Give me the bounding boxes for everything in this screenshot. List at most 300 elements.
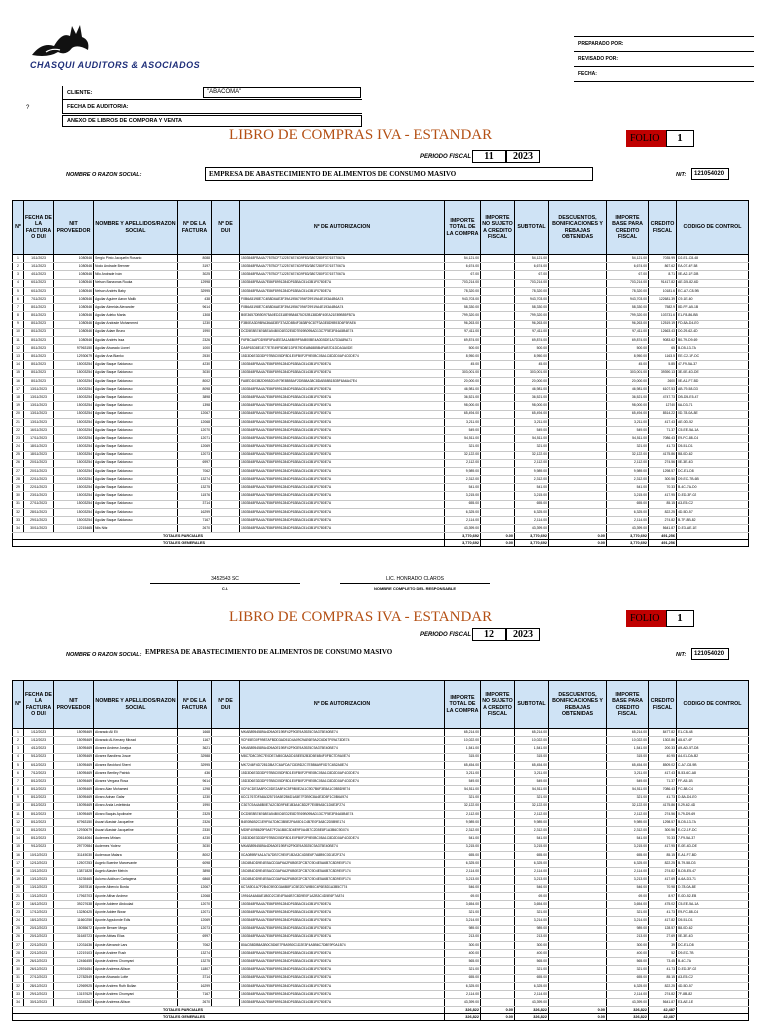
table-row: [13, 312, 749, 320]
authorization-number-cell: DCD5E8B74E68EA54B0C6ED2E8D7E69B095AD13C7F5E3F84A5B4E74: [240, 810, 445, 818]
table-row: [13, 827, 749, 835]
supplier-name-cell: Aguilar Aguirre Aaron Malik: [94, 295, 178, 303]
supplier-nit-cell: 15003254: [54, 410, 94, 418]
row-number-cell: 16: [13, 377, 24, 385]
supplier-nit-cell: 15003254: [54, 484, 94, 492]
authorization-number-cell: 1503548FBA4A7E86F8991284DF63BAC5143B1F0780E7A: [240, 459, 445, 467]
control-code-cell: E-0D-52-EB: [677, 892, 749, 900]
control-code-cell: C9-1E-60: [677, 295, 749, 303]
invoice-date-cell: 27/11/2023: [24, 500, 54, 508]
total-amount-cell: 3,211.00: [445, 769, 481, 777]
discounts-cell: [549, 426, 607, 434]
supplier-name-cell: Aposte Andree Rush: [94, 950, 178, 958]
tax-credit-cell: 2600: [649, 377, 677, 385]
tax-base-cell: 3,211.00: [607, 769, 649, 777]
supplier-name-cell: Aguilar Baque Saldaruso: [94, 418, 178, 426]
supplier-name-cell: Aponte Abbas Elias: [94, 933, 178, 941]
dui-number-cell: [212, 876, 240, 884]
control-code-cell: C-A7-C8-9B: [677, 761, 749, 769]
dui-number-cell: [212, 492, 240, 500]
discounts-cell: [549, 295, 607, 303]
non-taxable-amount-cell: [481, 476, 515, 484]
tax-base-cell: 300.00: [607, 941, 649, 949]
total-a-cell: 326,822: [445, 1007, 481, 1014]
invoice-number-cell: 2670: [178, 525, 212, 533]
supplier-nit-cell: 15003254: [54, 467, 94, 475]
subtotal-cell: 2,312.00: [515, 827, 549, 835]
invoice-number-cell: 8098: [178, 386, 212, 394]
tax-base-cell: 78,320.00: [607, 287, 649, 295]
subtotal-cell: 799,320.00: [515, 312, 549, 320]
table-row: [13, 402, 749, 410]
invoice-date-cell: 8/11/2023: [24, 345, 54, 353]
supplier-nit-cell: 12591654: [54, 966, 94, 974]
tax-base-cell: 3,211.00: [607, 418, 649, 426]
authorization-number-cell: 80ACB8DB8A3B0C5D6E7F8A9B0C1D2E3F4A5B6C7D8E9F0A1B74: [240, 941, 445, 949]
subtotal-cell: 58,330.00: [515, 304, 549, 312]
total-amount-cell: 546.00: [445, 884, 481, 892]
supplier-nit-cell: 12782549: [54, 974, 94, 982]
dui-number-cell: [212, 263, 240, 271]
supplier-name-cell: Sergio Pinto Jacquelin Rosario: [94, 255, 178, 263]
invoice-number-cell: 4230: [178, 361, 212, 369]
supplier-nit-cell: 12507253: [54, 860, 94, 868]
invoice-number-cell: 1308: [178, 312, 212, 320]
total-amount-cell: 2,312.00: [445, 827, 481, 835]
column-header-subtotal: SUBTOTAL: [515, 201, 549, 255]
totals-row: [13, 533, 749, 540]
total-amount-cell: 549.00: [445, 778, 481, 786]
invoice-number-cell: 3714: [178, 974, 212, 982]
supplier-nit-cell: 15003254: [54, 386, 94, 394]
dui-number-cell: [212, 500, 240, 508]
tax-base-cell: 36,521.00: [607, 394, 649, 402]
discounts-cell: [549, 435, 607, 443]
supplier-nit-cell: 15095469: [54, 794, 94, 802]
dui-number-cell: [212, 941, 240, 949]
non-taxable-amount-cell: [481, 295, 515, 303]
tax-credit-cell: 65: [649, 345, 677, 353]
dui-number-cell: [212, 868, 240, 876]
tax-credit-cell: 12663.43: [649, 328, 677, 336]
dui-number-cell: [212, 377, 240, 385]
tax-credit-cell: 417.95: [649, 492, 677, 500]
supplier-nit-cell: 1080546: [54, 287, 94, 295]
invoice-date-cell: 22/11/2023: [24, 484, 54, 492]
tax-base-cell: 321.00: [607, 443, 649, 451]
invoice-date-cell: 13/11/2023: [24, 410, 54, 418]
row-number-cell: 25: [13, 925, 24, 933]
control-code-cell: B0-79-D9-69: [677, 336, 749, 344]
table-row: [13, 778, 749, 786]
total-a-cell: 3,770,692: [445, 540, 481, 547]
tax-base-cell: 703,214.00: [607, 279, 649, 287]
subtotal-cell: 8,950.00: [515, 353, 549, 361]
non-taxable-amount-cell: [481, 312, 515, 320]
non-taxable-amount-cell: [481, 843, 515, 851]
supplier-nit-cell: 11660256: [54, 917, 94, 925]
invoice-number-cell: 8002: [178, 851, 212, 859]
row-number-cell: 7: [13, 778, 24, 786]
invoice-number-cell: 6098: [178, 860, 212, 868]
total-amount-cell: 9,989.00: [445, 819, 481, 827]
folio-label: FOLIO: [626, 610, 666, 627]
total-amount-cell: 6,325.00: [445, 508, 481, 516]
invoice-date-cell: 17/12/2023: [24, 909, 54, 917]
authorization-number-cell: F6FBCAAFDD95F5FA4EE3A1A8B09F9AB00BE4A0D5DE1A7D3A89A71: [240, 336, 445, 344]
non-taxable-amount-cell: [481, 909, 515, 917]
tax-credit-cell: 70.33: [649, 835, 677, 843]
tax-credit-cell: 12740: [649, 402, 677, 410]
invoice-date-cell: 7/12/2023: [24, 769, 54, 777]
invoice-number-cell: 12070: [178, 900, 212, 908]
supplier-nit-cell: 12466455: [54, 958, 94, 966]
row-number-cell: 30: [13, 966, 24, 974]
control-code-cell: 0-29-62-4D: [677, 802, 749, 810]
row-number-cell: 21: [13, 418, 24, 426]
signature-name-label: NOMBRE COMPLETO DEL RESPONSABLE: [340, 583, 490, 591]
invoice-date-cell: 27/12/2023: [24, 974, 54, 982]
discounts-cell: [549, 802, 607, 810]
subtotal-cell: 9,989.00: [515, 467, 549, 475]
tax-base-cell: 8,950.00: [607, 353, 649, 361]
column-header-control-code: CODIGO DE CONTROL: [677, 201, 749, 255]
non-taxable-amount-cell: [481, 860, 515, 868]
subtotal-cell: 303,001.00: [515, 369, 549, 377]
subtotal-cell: 3,215.00: [515, 843, 549, 851]
preparation-box: [574, 36, 754, 82]
discounts-cell: [549, 958, 607, 966]
tax-base-cell: 2,112.00: [607, 459, 649, 467]
subtotal-cell: 54,511.00: [515, 435, 549, 443]
tax-credit-cell: 4747.73: [649, 394, 677, 402]
discounts-cell: [549, 255, 607, 263]
control-code-cell: 4D-5D-57: [677, 982, 749, 990]
invoice-number-cell: 3714: [178, 500, 212, 508]
invoice-date-cell: 28/12/2023: [24, 982, 54, 990]
supplier-name-cell: Nils Nitz: [94, 525, 178, 533]
row-number-cell: 10: [13, 328, 24, 336]
invoice-number-cell: 7167: [178, 517, 212, 525]
invoice-number-cell: 2325: [178, 810, 212, 818]
subtotal-cell: 67.00: [515, 271, 549, 279]
invoice-date-cell: 8/12/2023: [24, 827, 54, 835]
folio-label: FOLIO: [626, 130, 666, 147]
total-label-cell: TOTALES GENERALES: [13, 1014, 445, 1021]
supplier-name-cell: Nelson Banzonas Ruuka: [94, 279, 178, 287]
table-row: [13, 999, 749, 1007]
dui-number-cell: [212, 827, 240, 835]
total-amount-cell: 549.00: [445, 426, 481, 434]
table-row: [13, 933, 749, 941]
row-number-cell: 23: [13, 435, 24, 443]
discounts-cell: [549, 320, 607, 328]
authorization-number-cell: F0B6A5198E7C4B8D6AE3F39A19567094F29919A4E193A4B6A74: [240, 304, 445, 312]
authorization-number-cell: 1503548FBA4A7E86F8991284DF63BAC5143B1F0780E7A: [240, 958, 445, 966]
supplier-nit-cell: 12930679: [54, 353, 94, 361]
table-row: [13, 810, 749, 818]
invoice-date-cell: 18/11/2023: [24, 443, 54, 451]
discounts-cell: [549, 525, 607, 533]
control-code-cell: FD-8A-D4-E0: [677, 320, 749, 328]
supplier-name-cell: Ascari Alastair Jacqueline: [94, 827, 178, 835]
tax-credit-cell: 71.37: [649, 778, 677, 786]
control-code-cell: 6A-D3-71: [677, 402, 749, 410]
supplier-nit-cell: 15003254: [54, 377, 94, 385]
discounts-cell: [549, 451, 607, 459]
total-label-cell: TOTALES PARCIALES: [13, 533, 445, 540]
date-label: FECHA:: [574, 67, 754, 82]
dui-number-cell: [212, 892, 240, 900]
authorization-number-cell: 1503548FBA4A7E86F8991284DF63BAC5143B1F0780E7A: [240, 426, 445, 434]
non-taxable-amount-cell: [481, 369, 515, 377]
total-amount-cell: 655.00: [445, 851, 481, 859]
dui-number-cell: [212, 287, 240, 295]
total-amount-cell: 45.00: [445, 361, 481, 369]
invoice-date-cell: 18/12/2023: [24, 917, 54, 925]
row-number-cell: 2: [13, 263, 24, 271]
supplier-nit-cell: 1080546: [54, 328, 94, 336]
tax-credit-cell: 5641.87: [649, 999, 677, 1007]
subtotal-cell: 400.00: [515, 950, 549, 958]
total-empty-cell: [677, 1014, 749, 1021]
non-taxable-amount-cell: [481, 377, 515, 385]
client-row: [62, 86, 362, 100]
invoice-date-cell: 8/11/2023: [24, 320, 54, 328]
authorization-number-cell: 1503548FBA4A7757BCF7122574E74D9F83/3807280F37/1577067A: [240, 255, 445, 263]
authorization-number-cell: 1503548FBA4A7E86F8991284DF63BAC5143B1F0780E7A: [240, 917, 445, 925]
tax-credit-cell: 8509.02: [649, 761, 677, 769]
supplier-nit-cell: 15003254: [54, 451, 94, 459]
dui-number-cell: [212, 917, 240, 925]
table-row: [13, 900, 749, 908]
invoice-date-cell: 8/11/2023: [24, 361, 54, 369]
total-amount-cell: 2,114.00: [445, 991, 481, 999]
tax-credit-cell: 128.57: [649, 925, 677, 933]
discounts-cell: [549, 353, 607, 361]
dui-number-cell: [212, 279, 240, 287]
supplier-name-cell: Aponte Appulonde Edis: [94, 917, 178, 925]
control-code-cell: D-ED-3F-02: [677, 492, 749, 500]
non-taxable-amount-cell: [481, 345, 515, 353]
total-amount-cell: 67.00: [445, 271, 481, 279]
total-amount-cell: 2,112.00: [445, 810, 481, 818]
tax-base-cell: 549.00: [607, 426, 649, 434]
chasqui-runner-logo-icon: [28, 22, 98, 58]
tax-base-cell: 541.00: [607, 484, 649, 492]
subtotal-cell: 45.00: [515, 361, 549, 369]
invoice-date-cell: 29/12/2023: [24, 991, 54, 999]
discounts-cell: [549, 467, 607, 475]
total-amount-cell: 321.00: [445, 794, 481, 802]
total-amount-cell: 69,874.00: [445, 336, 481, 344]
control-code-cell: AB-79-58-D3: [677, 386, 749, 394]
invoice-number-cell: 7167: [178, 991, 212, 999]
total-a-cell: 3,770,692: [445, 533, 481, 540]
subtotal-cell: 549.00: [515, 778, 549, 786]
invoice-date-cell: 13/12/2023: [24, 876, 54, 884]
total-amount-cell: 46,981.00: [445, 386, 481, 394]
control-code-cell: DC-E1-D8: [677, 941, 749, 949]
total-amount-cell: 54,511.00: [445, 435, 481, 443]
row-number-cell: 6: [13, 295, 24, 303]
discounts-cell: [549, 761, 607, 769]
discounts-cell: [549, 418, 607, 426]
total-c-cell: 326,822: [515, 1014, 549, 1021]
invoice-date-cell: 8/11/2023: [24, 336, 54, 344]
supplier-nit-cell: 17963703: [54, 892, 94, 900]
non-taxable-amount-cell: [481, 933, 515, 941]
invoice-date-cell: 13/12/2023: [24, 892, 54, 900]
period-year: 2023: [506, 628, 540, 641]
row-number-cell: 15: [13, 843, 24, 851]
non-taxable-amount-cell: [481, 917, 515, 925]
authorization-number-cell: 1503548FBA4A7E86F8991284DF63BAC5143B1F0780E7A: [240, 476, 445, 484]
control-code-cell: B-53-6C-A8: [677, 769, 749, 777]
authorization-number-cell: 1503548FBA4A7E86F8991284DF63BAC5143B1F0780E7A: [240, 279, 445, 287]
invoice-date-cell: 1/12/2023: [24, 729, 54, 737]
tax-credit-cell: 7086.43: [649, 786, 677, 794]
discounts-cell: [549, 729, 607, 737]
discounts-cell: [549, 917, 607, 925]
authorization-number-cell: 15D3D6E3D3DF97BBC05DF8D1E0FB0F2F9E0BC05A1C8D2D0AF4C0DE74: [240, 353, 445, 361]
column-header-row-number: Nº: [13, 201, 24, 255]
control-code-cell: D5-51-D1: [677, 443, 749, 451]
company-name-value: EMPRESA DE ABASTECIMIENTO DE ALIMENTOS DE CONSUMO MASIVO: [145, 648, 393, 656]
supplier-name-cell: Aposte Andrews Allison: [94, 999, 178, 1007]
control-code-cell: D-ED-3F-02: [677, 966, 749, 974]
totals-row: [13, 1007, 749, 1014]
supplier-nit-cell: 20614064: [54, 835, 94, 843]
total-d-cell: 0.00: [549, 1014, 607, 1021]
non-taxable-amount-cell: [481, 802, 515, 810]
table-row: [13, 876, 749, 884]
invoice-number-cell: 1167: [178, 737, 212, 745]
signature-ci-label: C.I.: [150, 583, 300, 591]
discounts-cell: [549, 410, 607, 418]
invoice-number-cell: 3197: [178, 263, 212, 271]
table-row: [13, 443, 749, 451]
discounts-cell: [549, 966, 607, 974]
tax-credit-cell: 7086.43: [649, 435, 677, 443]
supplier-name-cell: Aposte Andrew Chomyani: [94, 958, 178, 966]
row-number-cell: 17: [13, 860, 24, 868]
supplier-nit-cell: 15003254: [54, 361, 94, 369]
discounts-cell: [549, 336, 607, 344]
total-amount-cell: 6,325.00: [445, 982, 481, 990]
period-month: 11: [472, 150, 506, 163]
signature-name-value: LIC. HONRADO CLAROS: [385, 576, 445, 582]
total-empty-cell: [677, 533, 749, 540]
non-taxable-amount-cell: [481, 484, 515, 492]
total-amount-cell: 98,000.00: [445, 402, 481, 410]
column-header-supplier-name: NOMBRE Y APELLIDOS/RAZON SOCIAL: [94, 681, 178, 729]
client-area: [62, 86, 362, 114]
control-code-cell: EE-C2-1F-DC: [677, 353, 749, 361]
total-amount-cell: 78,320.00: [445, 287, 481, 295]
invoice-date-cell: 28/11/2023: [24, 508, 54, 516]
dui-number-cell: [212, 761, 240, 769]
authorization-number-cell: 1503548FBA4A7E86F8991284DF63BAC5143B1F0780E7A: [240, 369, 445, 377]
invoice-number-cell: 9614: [178, 778, 212, 786]
control-code-cell: D-78-0A-8E: [677, 884, 749, 892]
supplier-nit-cell: 15003254: [54, 476, 94, 484]
authorization-number-cell: 6C7A9D1A7F2B4C9E0D3A6B8F1C5E2D7A9B0C4F6E8D1A3B5C774: [240, 884, 445, 892]
tax-base-cell: 46,981.00: [607, 386, 649, 394]
table-row: [13, 279, 749, 287]
invoice-date-cell: 10/12/2023: [24, 851, 54, 859]
non-taxable-amount-cell: [481, 304, 515, 312]
tax-base-cell: 65,494.00: [607, 410, 649, 418]
supplier-nit-cell: 15003254: [54, 517, 94, 525]
row-number-cell: 3: [13, 271, 24, 279]
discounts-cell: [549, 745, 607, 753]
table-row: [13, 843, 749, 851]
table-row: [13, 377, 749, 385]
signature-responsible: [340, 576, 490, 591]
total-label-cell: TOTALES PARCIALES: [13, 1007, 445, 1014]
authorization-number-cell: 1503548FBA4A7E86F8991284DF63BAC5143B1F0780E7A: [240, 925, 445, 933]
total-amount-cell: 989.00: [445, 925, 481, 933]
table-row: [13, 966, 749, 974]
authorization-number-cell: 6CC1767DFA8A325719A5E2B6D1A5E7F2B9C8A4E3D5F1C0B6A974: [240, 794, 445, 802]
total-d-cell: 0.00: [549, 533, 607, 540]
control-code-cell: AE-D5-82-6D: [677, 279, 749, 287]
total-amount-cell: 96,263.00: [445, 320, 481, 328]
invoice-date-cell: 8/12/2023: [24, 819, 54, 827]
non-taxable-amount-cell: [481, 435, 515, 443]
supplier-name-cell: Aguilar Baque Saldaruso: [94, 435, 178, 443]
discounts-cell: [549, 492, 607, 500]
non-taxable-amount-cell: [481, 884, 515, 892]
totals-row: [13, 1014, 749, 1021]
tax-credit-cell: 1302.86: [649, 737, 677, 745]
authorization-number-cell: 1503548FBA4A7E86F8991284DF63BAC5143B1F0780E7A: [240, 418, 445, 426]
discounts-cell: [549, 933, 607, 941]
discounts-cell: [549, 263, 607, 271]
control-code-cell: B-D5-13-7A: [677, 345, 749, 353]
non-taxable-amount-cell: [481, 255, 515, 263]
supplier-name-cell: Audemes Miriam: [94, 835, 178, 843]
invoice-date-cell: 30/11/2023: [24, 525, 54, 533]
table-row: [13, 860, 749, 868]
supplier-name-cell: Alvarez Vergara Rosa: [94, 778, 178, 786]
total-amount-cell: 2,312.00: [445, 476, 481, 484]
supplier-name-cell: Alvaro Alan Mohamed: [94, 786, 178, 794]
table-row: [13, 737, 749, 745]
supplier-name-cell: Nilo Andrade Iván: [94, 271, 178, 279]
subtotal-cell: 46,981.00: [515, 386, 549, 394]
column-header-non-taxable-amount: IMPORTE NO SUJETO A CREDITO FISCAL: [481, 681, 515, 729]
non-taxable-amount-cell: [481, 459, 515, 467]
column-header-invoice-number: Nº DE LA FACTURA: [178, 681, 212, 729]
table-row: [13, 729, 749, 737]
table-row: [13, 909, 749, 917]
invoice-date-cell: 16/12/2023: [24, 900, 54, 908]
authorization-number-cell: 0CF4CDE3A8F0C0DE2A8F4C5F9B0E2A1C9D7B6F3E8A1C0B5D9E74: [240, 786, 445, 794]
control-code-cell: B-79-58-D3: [677, 860, 749, 868]
tax-credit-cell: 300.56: [649, 476, 677, 484]
invoice-date-cell: 22/12/2023: [24, 950, 54, 958]
authorization-number-cell: 1503548FBA4A7E86F8991284DF63BAC5143B1F0780E7A: [240, 443, 445, 451]
column-header-supplier-nit: NIT PROVEEDOR: [54, 201, 94, 255]
supplier-name-cell: Aguilar Baque Saldaruso: [94, 394, 178, 402]
total-amount-cell: 315.00: [445, 753, 481, 761]
authorization-number-cell: MKAB8954589A4D9A0E19BF42F9GE9A3925C9A375E40BE74: [240, 745, 445, 753]
book-title: LIBRO DE COMPRAS IVA - ESTANDAR: [229, 127, 493, 143]
control-code-cell: D5-51-D1: [677, 917, 749, 925]
tax-base-cell: 32,122.00: [607, 451, 649, 459]
